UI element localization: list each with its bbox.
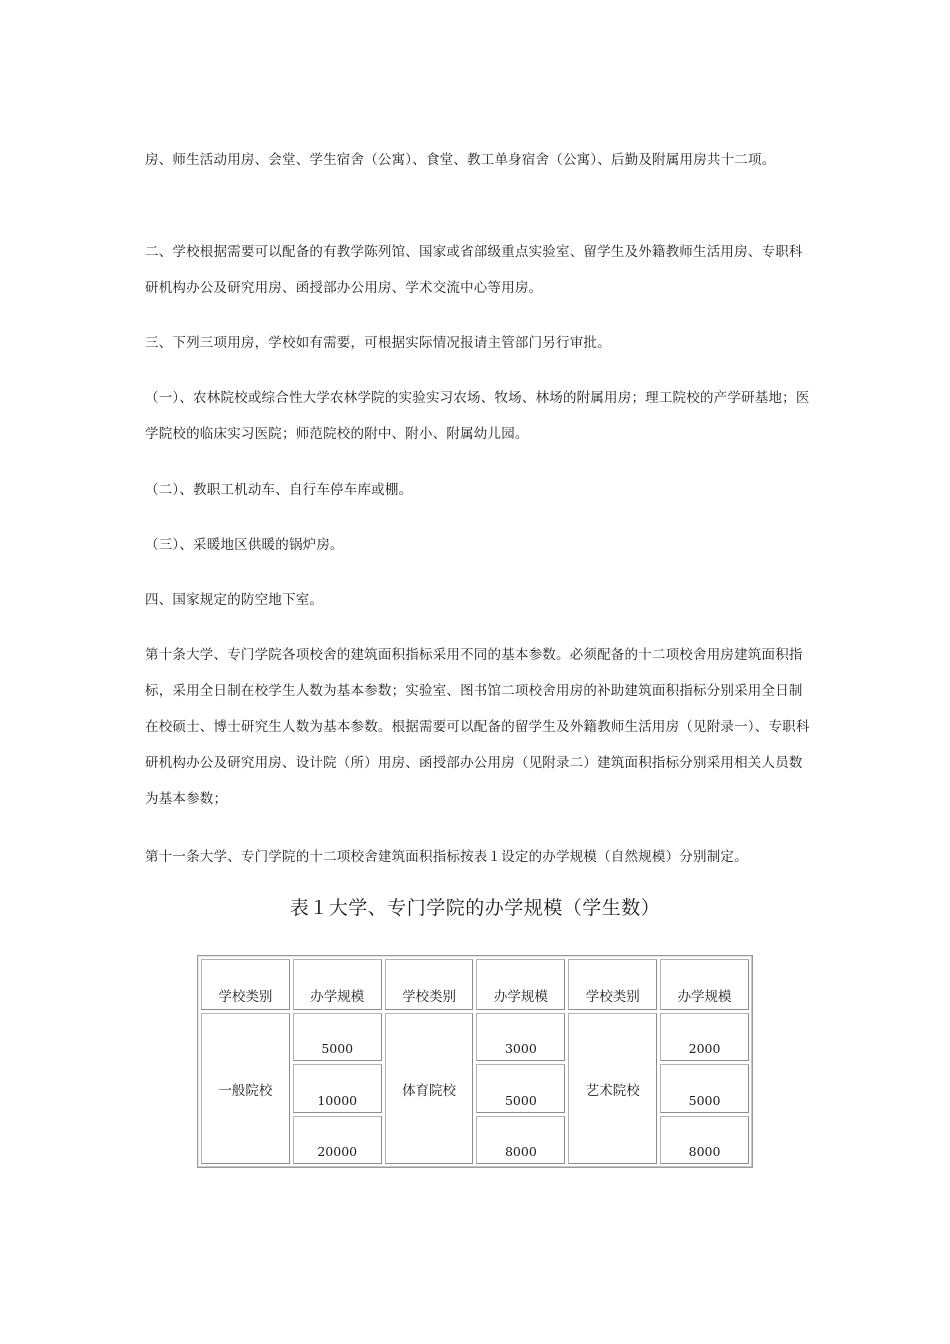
paragraph-item-3: （三）、采暖地区供暖的锅炉房。 bbox=[145, 537, 344, 553]
table-caption: 表１大学、专门学院的办学规模（学生数） bbox=[289, 897, 661, 919]
scale-cell: 5000 bbox=[476, 1064, 565, 1112]
header-category-3: 学校类别 bbox=[568, 959, 657, 1010]
scale-cell: 8000 bbox=[476, 1116, 565, 1164]
scale-table bbox=[198, 956, 752, 1167]
category-general: 一般院校 bbox=[201, 1013, 290, 1164]
paragraph-optional-rooms: 二、学校根据需要可以配备的有教学陈列馆、国家或省部级重点实验室、留学生及外籍教师生活用房、专职科研机构办公及研究用房、函授部办公用房、学术交流中心等用房。 bbox=[145, 244, 803, 296]
paragraph-section-4: 四、国家规定的防空地下室。 bbox=[145, 592, 324, 608]
scale-cell: 5000 bbox=[660, 1064, 749, 1112]
paragraph-item-2: （二）、教职工机动车、自行车停车库或棚。 bbox=[145, 482, 413, 498]
scale-cell: 10000 bbox=[293, 1064, 382, 1112]
category-sports: 体育院校 bbox=[385, 1013, 474, 1164]
paragraph-article-11: 第十一条大学、专门学院的十二项校舍建筑面积指标按表１设定的办学规模（自然规模）分别制定。 bbox=[145, 849, 748, 865]
table-row bbox=[201, 1013, 749, 1061]
paragraph-article-10: 第十条大学、专门学院各项校舍的建筑面积指标采用不同的基本参数。必须配备的十二项校舍用房建筑面积指标，采用全日制在校学生人数为基本参数；实验室、图书馆二项校舍用房的补助建筑面积指标分别采用全日制在校硕士、博士研究生人数为基本参数。根据需要可以配备的留学生及外籍教师生活用房（见附录一）、专职科研机构办公及研究用房、设计院（所）用房、函授部办公用房（见附录二）建筑面积指标分别采用相关人员数为基本参数； bbox=[145, 647, 810, 807]
scale-cell: 3000 bbox=[476, 1013, 565, 1061]
scale-cell: 2000 bbox=[660, 1013, 749, 1061]
scale-table-frame bbox=[197, 955, 753, 1168]
header-scale-1: 办学规模 bbox=[293, 959, 382, 1010]
header-scale-2: 办学规模 bbox=[476, 959, 565, 1010]
scale-cell: 8000 bbox=[660, 1116, 749, 1164]
paragraph-three-items: 三、下列三项用房，学校如有需要，可根据实际情况报请主管部门另行审批。 bbox=[145, 335, 611, 351]
category-arts: 艺术院校 bbox=[568, 1013, 657, 1164]
scale-cell: 20000 bbox=[293, 1116, 382, 1164]
header-category-1: 学校类别 bbox=[201, 959, 290, 1010]
header-scale-3: 办学规模 bbox=[660, 959, 749, 1010]
scale-cell: 5000 bbox=[293, 1013, 382, 1061]
paragraph-item-1: （一）、农林院校或综合性大学农林学院的实验实习农场、牧场、林场的附属用房；理工院校的产学研基地；医学院校的临床实习医院；师范院校的附中、附小、附属幼儿园。 bbox=[145, 390, 810, 442]
header-category-2: 学校类别 bbox=[385, 959, 474, 1010]
paragraph-room-list: 房、师生活动用房、会堂、学生宿舍（公寓）、食堂、教工单身宿舍（公寓）、后勤及附属用房共十二项。 bbox=[145, 152, 776, 168]
table-header-row bbox=[201, 959, 749, 1010]
